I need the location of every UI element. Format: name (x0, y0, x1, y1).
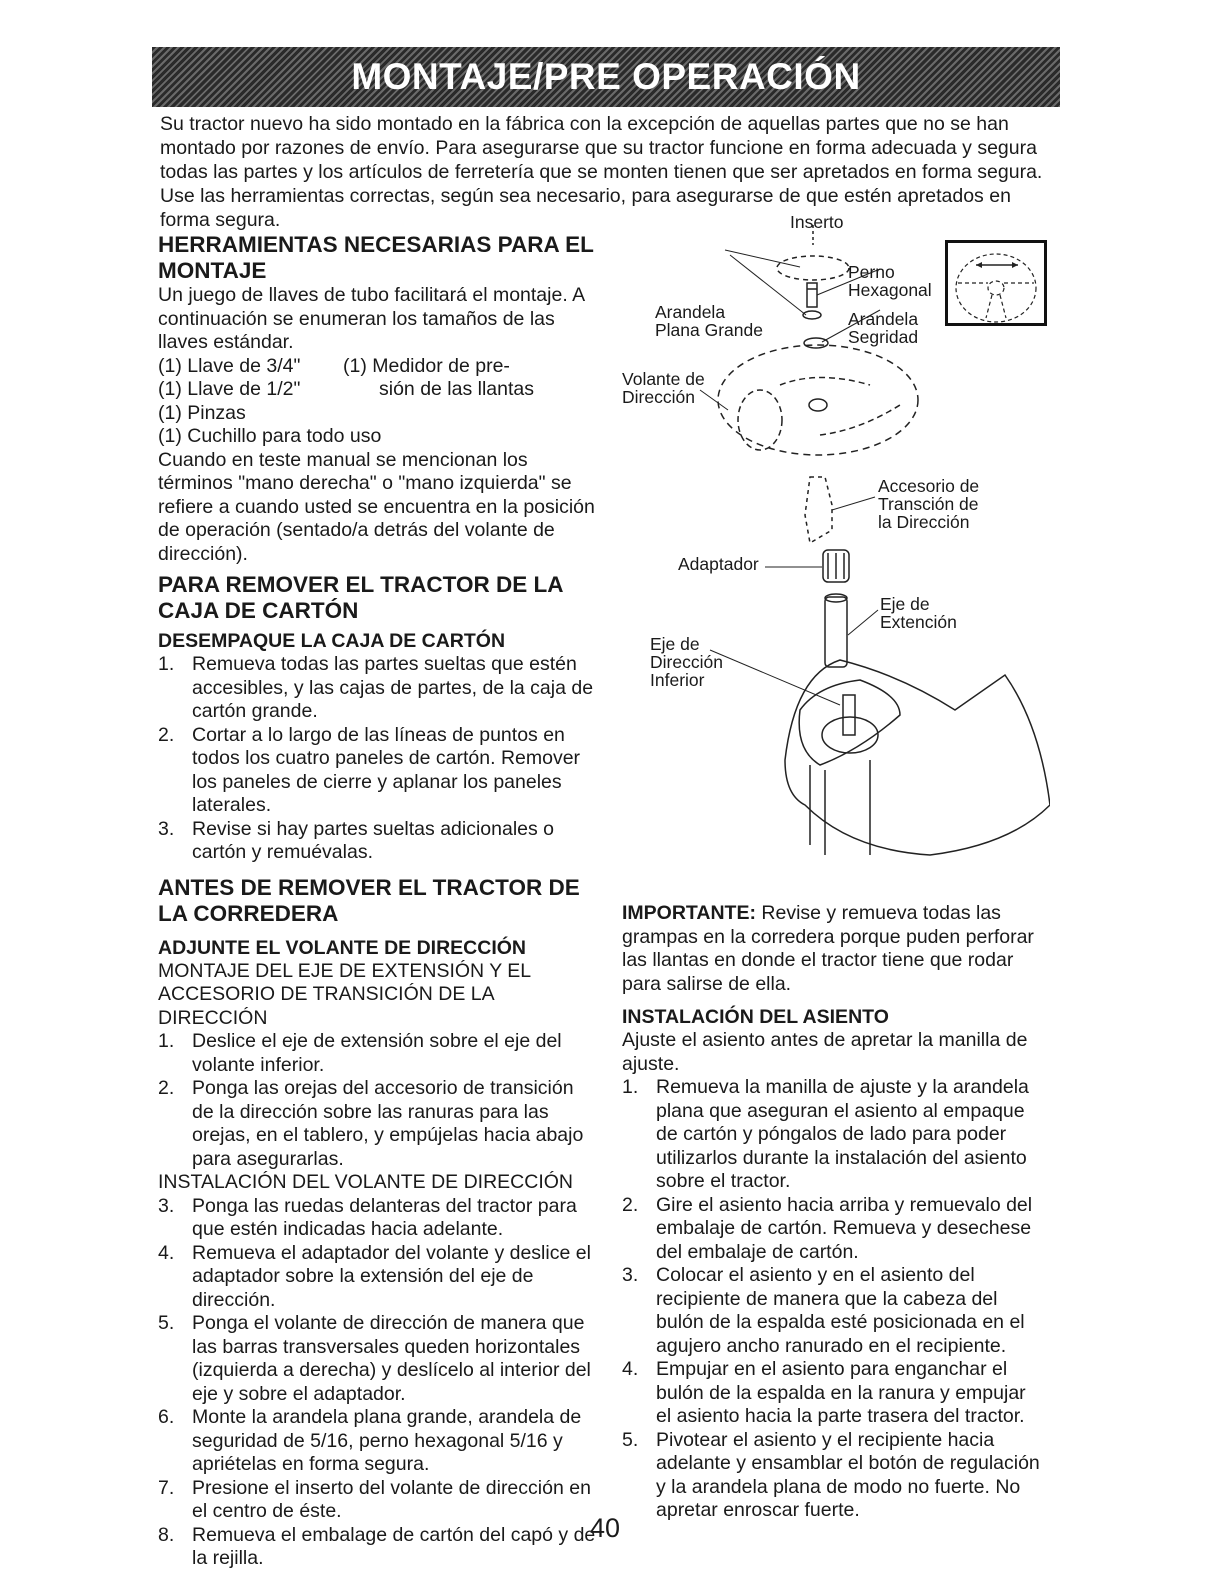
list-item: 3. Ponga las ruedas delanteras del tractor para que estén indicadas hacia adelante. (158, 1194, 577, 1240)
seat-intro: Ajuste el asiento antes de apretar la manilla de ajuste. (622, 1029, 1028, 1075)
section-title: MONTAJE/PRE OPERACIÓN (351, 56, 861, 97)
list-item: 1. Deslice el eje de extensión sobre el eje del volante inferior. (158, 1030, 562, 1076)
label-accesorio: Accesorio de Transción de la Dirección (878, 476, 980, 532)
list-item: 4. Empujar en el asiento para enganchar el bulón de la espalda en la ranura y empujar el asiento hacia la parte trasera del tractor. (622, 1358, 1026, 1427)
list-item: 7. Presione el inserto del volante de dirección en el centro de éste. (158, 1476, 591, 1522)
seat-heading: INSTALACIÓN DEL ASIENTO (622, 1006, 889, 1028)
unpack-subheading: DESEMPAQUE LA CAJA DE CARTÓN (158, 630, 506, 652)
tool-item: sión de las llantas (379, 378, 535, 400)
tool-item: (1) Pinzas (158, 401, 246, 424)
list-item: 2. Ponga las orejas del accesorio de transición de la dirección sobre las ranuras para las orejas, en el tablero, y empújelas hacia abajo para asegurarlas. (158, 1077, 584, 1170)
left-column (158, 232, 598, 1571)
intro-paragraph: Su tractor nuevo ha sido montado en la fábrica con la excepción de aquellas partes que no se han montado por razones de envío. Para asegurarse que su tractor funcione en forma adecuada y segura todas las partes y los artículos de ferretería que se monten tienen que ser apretados en forma segura. Use las herramientas correctas, según sea necesario, para asegurarse de que estén apretados en forma segura. (160, 113, 1043, 231)
right-column (622, 902, 1042, 1523)
tool-item: (1) Llave de 3/4" (158, 354, 301, 377)
list-item: 3. Revise si hay partes sueltas adicionales o cartón y remuévalas. (158, 817, 555, 863)
list-item: 6. Monte la arandela plana grande, arandela de seguridad de 5/16, perno hexagonal 5/16 y apriételas en forma segura. (158, 1406, 582, 1475)
label-arandela-plana: Arandela Plana Grande (655, 302, 763, 340)
remove-box-heading: PARA REMOVER EL TRACTOR DE LA CAJA DE CARTÓN (158, 572, 563, 623)
list-item: 5. Pivotear el asiento y el recipiente hacia adelante y ensamblar el botón de regulación y la arandela plana de modo no fuerte. No apretar enroscar fuerte. (622, 1428, 1040, 1521)
steering-wheel-inset (945, 240, 1047, 326)
list-item: 3. Colocar el asiento y en el asiento del recipiente de manera que la cabeza del bulón de la espalda esté posicionada en el agujero ancho ranurado en el recipiente. (622, 1264, 1025, 1357)
hand-note: Cuando en teste manual se mencionan los términos "mano derecha" o "mano izquierda" se refiere a cuando usted se encuentra en la posición de operación (sentado/a detrás del volante de dirección). (158, 448, 595, 565)
list-item: 1. Remueva la manilla de ajuste y la arandela plana que aseguran el asiento al empaque de cartón y póngalos de lado para poder utilizarlos durante la instalación del asiento sobre el tractor. (622, 1076, 1029, 1192)
list-item: 8. Remueva el embalage de cartón del capó y de la rejilla. (158, 1523, 596, 1569)
list-item: 5. Ponga el volante de dirección de manera que las barras transversales queden horizontales (izquierda a derecha) y deslícelo al interior del eje y sobre el adaptador. (158, 1312, 591, 1405)
label-arandela-seg: Arandela Segridad (848, 309, 919, 347)
tool-item: (1) Medidor de pre- (343, 354, 510, 377)
page-number: 40 (590, 1513, 621, 1543)
part1-title: MONTAJE DEL EJE DE EXTENSIÓN Y EL ACCESORIO DE TRANSICIÓN DE LA DIRECCIÓN (158, 959, 531, 1029)
tool-item: (1) Cuchillo para todo uso (158, 425, 382, 447)
steering-wheel-inset-drawing (948, 243, 1044, 323)
list-item: 2. Cortar a lo largo de las líneas de puntos en todos los cuatro paneles de cartón. Remover los paneles de cierre y aplanar los paneles laterales. (158, 723, 581, 816)
attach-wheel-subheading: ADJUNTE EL VOLANTE DE DIRECCIÓN (158, 936, 527, 959)
tools-heading: HERRAMIENTAS NECESARIAS PARA EL MONTAJE (158, 232, 594, 283)
list-item: 2. Gire el asiento hacia arriba y remuevalo del embalaje de cartón. Remueva y desechese del embalaje de cartón. (622, 1193, 1033, 1263)
label-perno: Perno Hexagonal (848, 262, 932, 300)
label-eje-ext: Eje de Extención (880, 594, 957, 632)
list-item: 1. Remueva todas las partes sueltas que estén accesibles, y las cajas de partes, de la caja de cartón grande. (158, 653, 594, 722)
list-item: 4. Remueva el adaptador del volante y deslice el adaptador sobre la extensión del eje de dirección. (158, 1241, 591, 1311)
label-volante: Volante de Dirección (622, 369, 705, 407)
label-eje-inf: Eje de Dirección Inferior (650, 634, 723, 690)
label-inserto: Inserto (790, 212, 844, 232)
tool-item (343, 402, 598, 426)
before-remove-heading: ANTES DE REMOVER EL TRACTOR DE LA CORREDERA (158, 874, 580, 926)
label-adaptador: Adaptador (678, 554, 759, 574)
tools-list (158, 355, 598, 449)
important-note: IMPORTANTE: Revise y remueva todas las grampas en la corredera porque puden perforar las llantas en donde el tractor tiene que rodar para salirse de ella. (622, 902, 1034, 995)
section-banner (152, 47, 1060, 107)
tools-intro: Un juego de llaves de tubo facilitará el montaje. A continuación se enumeran los tamaños de las llaves estándar. (158, 284, 585, 353)
tool-item: (1) Llave de 1/2" (158, 378, 301, 400)
part2-title: INSTALACIÓN DEL VOLANTE DE DIRECCIÓN (158, 1171, 573, 1193)
